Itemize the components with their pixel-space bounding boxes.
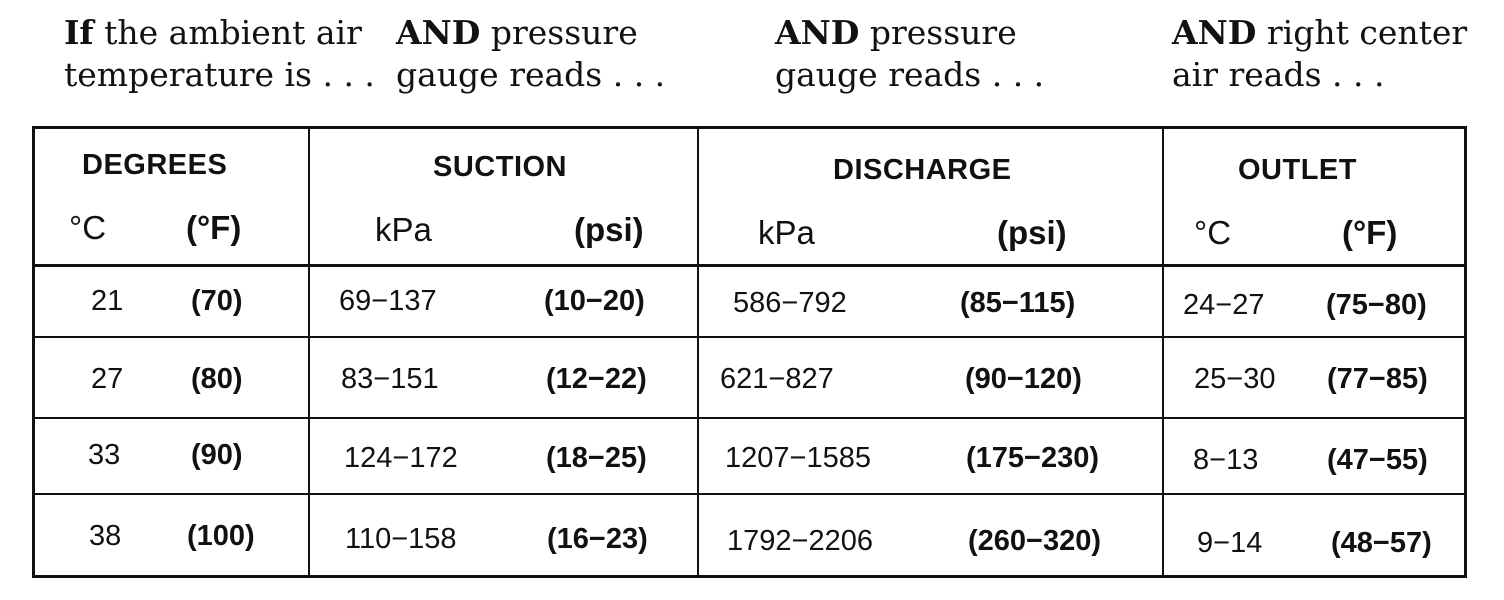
table-cell: (175−230) — [966, 442, 1100, 474]
unit-kpa: kPa — [375, 211, 432, 248]
table-cell: (100) — [187, 520, 255, 552]
table-cell: 1792−2206 — [727, 525, 873, 557]
intro-outlet-air — [1172, 12, 1467, 96]
group-header-outlet: OUTLET — [1238, 154, 1357, 186]
intro-keyword: If — [64, 13, 94, 52]
row-divider — [35, 493, 1464, 495]
table-cell: (18−25) — [546, 442, 647, 474]
table-cell: 1207−1585 — [725, 442, 871, 474]
column-divider — [308, 129, 310, 575]
group-header-degrees: DEGREES — [82, 149, 228, 181]
unit-fahrenheit: (°F) — [1342, 214, 1398, 251]
intro-text: pressure — [480, 13, 638, 52]
pressure-temperature-table — [32, 126, 1467, 578]
intro-text: right center — [1256, 13, 1468, 52]
table-cell: (75−80) — [1326, 289, 1427, 321]
intro-text: the ambient air — [93, 13, 362, 52]
header-divider — [35, 264, 1464, 267]
table-cell: (260−320) — [968, 525, 1102, 557]
intro-text-line2: temperature is . . . — [64, 55, 375, 94]
table-cell: (77−85) — [1327, 363, 1428, 395]
intro-keyword: AND — [1172, 13, 1257, 52]
intro-ambient-temperature — [64, 12, 375, 96]
intro-discharge-gauge — [775, 12, 1044, 96]
table-cell: 110−158 — [345, 523, 457, 555]
table-cell: 21 — [91, 285, 124, 317]
group-header-suction: SUCTION — [433, 151, 567, 183]
row-divider — [35, 417, 1464, 419]
table-cell: (48−57) — [1331, 527, 1432, 559]
intro-keyword: AND — [775, 13, 860, 52]
group-header-discharge: DISCHARGE — [833, 154, 1012, 186]
unit-kpa: kPa — [758, 214, 815, 251]
unit-fahrenheit: (°F) — [186, 209, 242, 246]
unit-celsius: °C — [1194, 214, 1232, 251]
column-divider — [697, 129, 699, 575]
intro-suction-gauge — [396, 12, 665, 96]
unit-celsius: °C — [69, 209, 107, 246]
table-cell: 69−137 — [339, 285, 437, 317]
unit-psi: (psi) — [997, 214, 1067, 251]
table-cell: 27 — [91, 363, 124, 395]
intro-text-line2: air reads . . . — [1172, 55, 1385, 94]
table-cell: 9−14 — [1197, 527, 1263, 559]
table-cell: (12−22) — [546, 363, 647, 395]
table-cell: (85−115) — [960, 287, 1076, 319]
table-cell: 33 — [88, 439, 121, 471]
table-cell: (47−55) — [1327, 444, 1428, 476]
table-cell: (16−23) — [547, 523, 648, 555]
table-cell: 586−792 — [733, 287, 847, 319]
table-cell: 24−27 — [1183, 289, 1265, 321]
table-cell: (80) — [191, 363, 243, 395]
column-divider — [1162, 129, 1164, 575]
row-divider — [35, 336, 1464, 338]
intro-keyword: AND — [396, 13, 481, 52]
table-cell: 25−30 — [1194, 363, 1276, 395]
table-cell: 38 — [89, 520, 122, 552]
table-cell: (90) — [191, 439, 243, 471]
table-cell: (10−20) — [544, 285, 645, 317]
unit-psi: (psi) — [574, 211, 644, 248]
intro-text-line2: gauge reads . . . — [775, 55, 1045, 94]
table-cell: 83−151 — [341, 363, 439, 395]
intro-text-line2: gauge reads . . . — [396, 55, 666, 94]
table-cell: 621−827 — [720, 363, 834, 395]
table-cell: 124−172 — [344, 442, 458, 474]
table-cell: 8−13 — [1193, 444, 1259, 476]
intro-text: pressure — [859, 13, 1017, 52]
table-cell: (90−120) — [965, 363, 1082, 395]
table-cell: (70) — [191, 285, 243, 317]
